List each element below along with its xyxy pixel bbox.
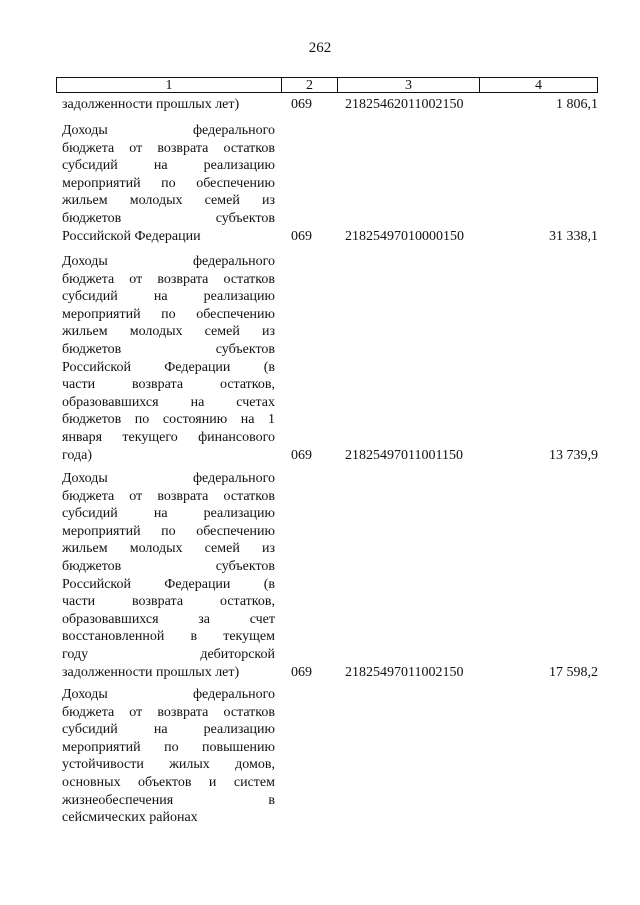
- row-description: [62, 686, 275, 827]
- table-header-col-3: 3: [338, 78, 480, 92]
- description-line: бюджетов субъектов: [62, 210, 275, 226]
- description-line: году дебиторской: [62, 646, 275, 662]
- description-line: Доходы федерального: [62, 123, 275, 138]
- row-description: [62, 122, 275, 245]
- description-line: жильем молодых семей из: [62, 193, 275, 209]
- description-line: бюджета от возврата остатков: [62, 140, 275, 156]
- description-line: жильем молодых семей из: [62, 324, 275, 340]
- description-line: бюджета от возврата остатков: [62, 488, 275, 504]
- row-amount: 31 338,1: [549, 228, 598, 244]
- description-line: жизнеобеспечения в: [62, 792, 275, 808]
- description-line: бюджетов субъектов: [62, 341, 275, 357]
- table-header-row: [56, 77, 598, 93]
- row-description: [62, 470, 275, 681]
- row-code: 069: [291, 228, 312, 244]
- description-line: основных объектов и систем: [62, 774, 275, 790]
- description-line: жильем молодых семей из: [62, 541, 275, 557]
- description-line: Российской Федерации: [62, 228, 201, 244]
- description-line: мероприятий по обеспечению: [62, 306, 275, 322]
- description-line: бюджетов по состоянию на 1: [62, 412, 275, 428]
- description-line: образовавшихся за счет: [62, 611, 275, 627]
- description-line: части возврата остатков,: [62, 594, 275, 610]
- description-line: Доходы федерального: [62, 687, 275, 702]
- row-kbk: 21825462011002150: [345, 97, 464, 112]
- description-line: года): [62, 447, 92, 463]
- description-line: Доходы федерального: [62, 254, 275, 269]
- description-line: сейсмических районах: [62, 810, 198, 826]
- description-line: мероприятий по повышению: [62, 739, 275, 755]
- row-code: 069: [291, 664, 312, 680]
- row-code: 069: [291, 447, 312, 463]
- row-amount: 1 806,1: [556, 97, 598, 112]
- description-line: января текущего финансового: [62, 429, 275, 445]
- description-line: бюджетов субъектов: [62, 558, 275, 574]
- description-line: мероприятий по обеспечению: [62, 175, 275, 191]
- row-code: 069: [291, 97, 312, 112]
- row-description: [62, 96, 275, 114]
- description-line: бюджета от возврата остатков: [62, 704, 275, 720]
- description-line: субсидий на реализацию: [62, 506, 275, 522]
- table-header-col-4: 4: [535, 78, 542, 93]
- page-number: 262: [308, 40, 332, 56]
- description-line: восстановленной в текущем: [62, 629, 275, 645]
- table-header-col-1: 1: [57, 78, 282, 92]
- row-kbk: 21825497010000150: [345, 228, 464, 244]
- description-line: Российской Федерации (в: [62, 576, 275, 592]
- row-kbk: 21825497011002150: [345, 664, 464, 680]
- description-line: бюджета от возврата остатков: [62, 271, 275, 287]
- row-description: [62, 253, 275, 464]
- description-line: устойчивости жилых домов,: [62, 757, 275, 773]
- description-line: мероприятий по обеспечению: [62, 523, 275, 539]
- description-line: задолженности прошлых лет): [62, 97, 240, 112]
- row-amount: 17 598,2: [549, 664, 598, 680]
- description-line: субсидий на реализацию: [62, 289, 275, 305]
- description-line: субсидий на реализацию: [62, 722, 275, 738]
- row-kbk: 21825497011001150: [345, 447, 463, 463]
- table-header-col-2: 2: [282, 78, 338, 92]
- description-line: субсидий на реализацию: [62, 158, 275, 174]
- description-line: образовавшихся на счетах: [62, 394, 275, 410]
- description-line: Российской Федерации (в: [62, 359, 275, 375]
- description-line: Доходы федерального: [62, 471, 275, 486]
- description-line: части возврата остатков,: [62, 377, 275, 393]
- row-amount: 13 739,9: [549, 447, 598, 463]
- description-line: задолженности прошлых лет): [62, 664, 240, 680]
